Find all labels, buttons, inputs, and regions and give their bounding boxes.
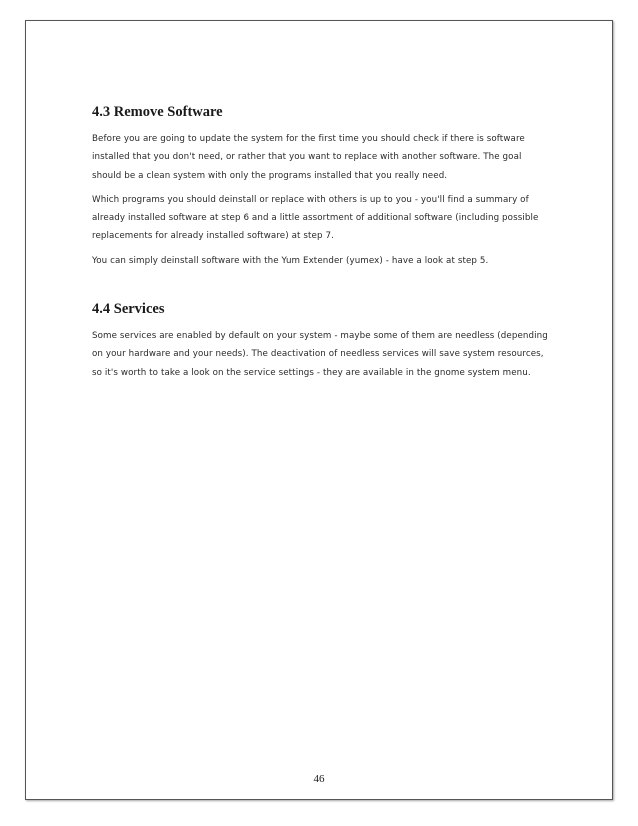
section-services — [92, 300, 552, 382]
page-number: 46 — [313, 773, 325, 785]
paragraph: Which programs you should deinstall or replace with others is up to you - you'll find a summary of already installed software at step 6 and a little assortment of additional software (including possible replacements for already installed software) at step 7. — [92, 194, 539, 242]
paragraph: Before you are going to update the system for the first time you should check if there is software installed that you don't need, or rather that you want to replace with another software. The goal should be a clean system with only the programs installed that you really need. — [92, 134, 525, 181]
paragraph: You can simply deinstall software with the Yum Extender (yumex) - have a look at step 5. — [92, 255, 489, 266]
document-content — [92, 103, 552, 388]
section-heading-services: 4.4 Services — [92, 301, 165, 318]
section-heading-remove-software: 4.3 Remove Software — [92, 104, 223, 120]
section-remove-software — [92, 103, 552, 270]
paragraph: Some services are enabled by default on your system - maybe some of them are needless (depending on your hardware and your needs). The deactivation of needless services will save system resources, so it's worth to take a look on the service settings - they are available in the gnome system menu. — [92, 331, 548, 378]
